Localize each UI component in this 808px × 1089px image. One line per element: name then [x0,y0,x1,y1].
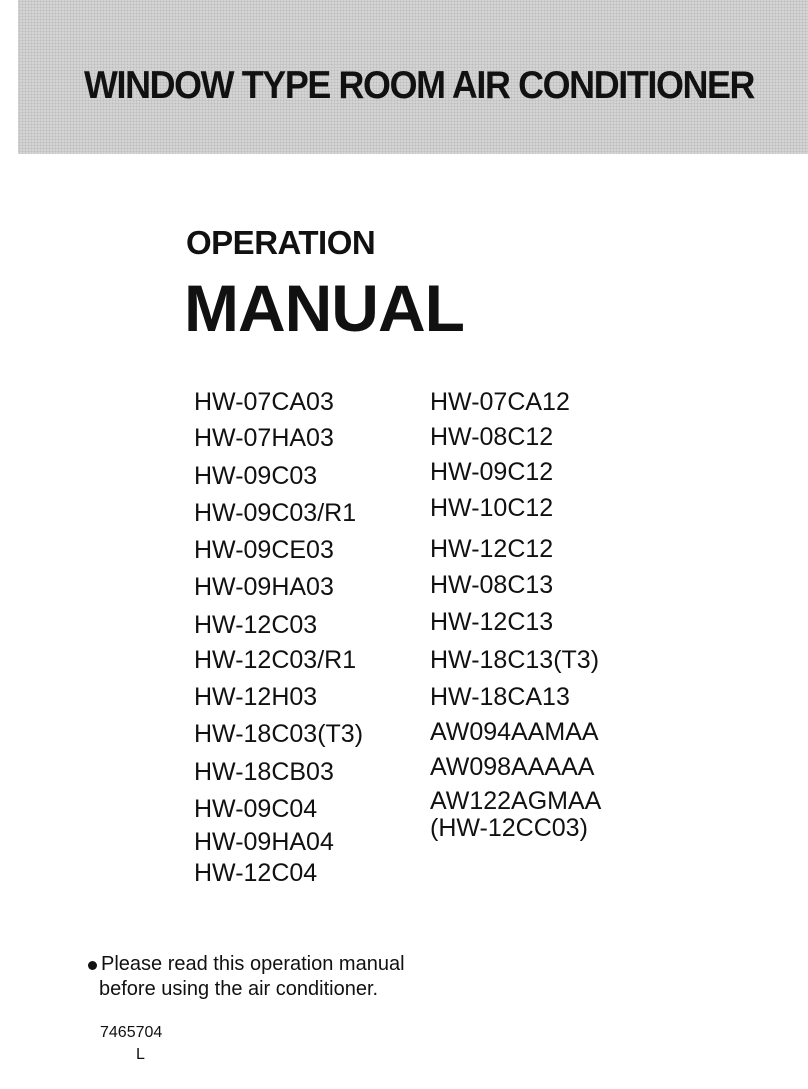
model-item: HW-12C04 [194,859,318,887]
document-number: 7465704 [100,1024,163,1041]
manual-heading: MANUAL [184,271,464,345]
model-item: HW-09C12 [430,458,554,486]
model-item: AW094AAMAA [430,718,599,746]
model-item: HW-08C13 [430,571,554,599]
model-item: HW-09HA04 [194,828,334,856]
bullet-icon [88,961,97,970]
model-item: HW-12H03 [194,683,318,711]
model-item: HW-18CB03 [194,758,334,786]
notice-line-2: before using the air conditioner. [99,978,379,1000]
model-item: AW098AAAAA [430,753,595,781]
model-item: HW-12C03 [194,611,318,639]
model-item: HW-09CE03 [194,536,334,564]
model-item: HW-09C04 [194,795,318,823]
model-item: HW-18C13(T3) [430,646,600,674]
model-item: (HW-12CC03) [430,814,588,842]
model-item: HW-12C12 [430,535,554,563]
model-item: HW-07CA03 [194,388,334,416]
model-item: HW-12C13 [430,608,554,636]
model-item: HW-07CA12 [430,388,570,416]
document-revision: L [136,1046,145,1063]
model-item: HW-12C03/R1 [194,646,357,674]
model-item: HW-18C03(T3) [194,720,364,748]
notice-line-1: Please read this operation manual [101,953,405,975]
model-item: AW122AGMAA [430,787,602,815]
model-item: HW-10C12 [430,494,554,522]
product-type-title: WINDOW TYPE ROOM AIR CONDITIONER [84,64,755,107]
model-item: HW-09C03 [194,462,318,490]
model-item: HW-08C12 [430,423,554,451]
model-item: HW-07HA03 [194,424,334,452]
model-item: HW-09HA03 [194,573,334,601]
model-item: HW-09C03/R1 [194,499,357,527]
operation-heading: OPERATION [186,224,376,261]
model-item: HW-18CA13 [430,683,570,711]
